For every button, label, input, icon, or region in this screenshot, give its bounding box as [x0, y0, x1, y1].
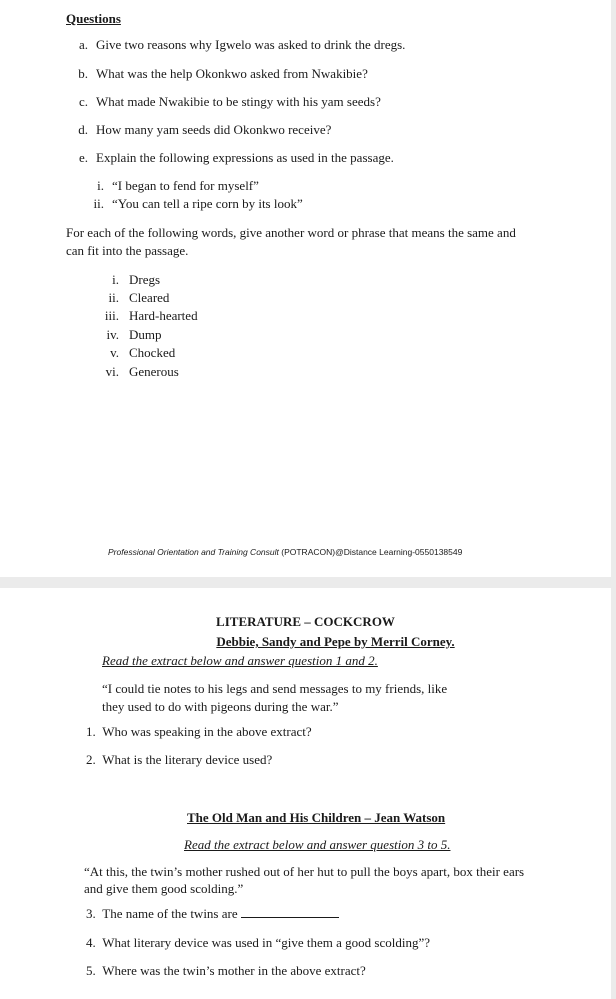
question-d: d. How many yam seeds did Okonkwo receive?	[78, 122, 332, 137]
section-title: LITERATURE – COCKCROW	[216, 614, 395, 629]
word-item: ii. Cleared	[108, 290, 170, 305]
extract1-line-2: they used to do with pigeons during the war.”	[102, 699, 339, 714]
word-item: iv. Dump	[106, 327, 162, 342]
word-item: vi. Generous	[105, 364, 179, 379]
answer-blank	[241, 907, 339, 918]
word-item: v. Chocked	[110, 345, 176, 360]
extract2-line-1: “At this, the twin’s mother rushed out of her hut to pull the boys apart, box their ears	[84, 864, 525, 879]
questions-heading: Questions	[66, 11, 121, 26]
question-5: 5. Where was the twin’s mother in the above extract?	[86, 963, 366, 978]
extract2-line-2: and give them good scolding.”	[84, 881, 244, 896]
question-c: c. What made Nwakibie to be stingy with his yam seeds?	[78, 94, 381, 109]
question-e: e. Explain the following expressions as used in the passage.	[78, 150, 394, 165]
page-two	[0, 588, 611, 999]
word-item: i. Dregs	[112, 272, 161, 287]
question-b: b. What was the help Okonkwo asked from Nwakibie?	[78, 66, 368, 81]
question-3: 3. The name of the twins are	[86, 906, 339, 921]
question-1: 1. Who was speaking in the above extract?	[86, 724, 312, 739]
story1-instruction: Read the extract below and answer question 1 and 2.	[102, 653, 378, 668]
story2-instruction: Read the extract below and answer question 3 to 5.	[184, 837, 451, 852]
word-item: iii. Hard-hearted	[104, 308, 198, 323]
story2-title: The Old Man and His Children – Jean Watson	[187, 810, 446, 825]
expression-ii: ii. “You can tell a ripe corn by its look”	[93, 196, 303, 211]
extract1-line-1: “I could tie notes to his legs and send messages to my friends, like	[102, 681, 448, 696]
question-a: a. Give two reasons why Igwelo was asked to drink the dregs.	[78, 37, 406, 52]
question-4: 4. What literary device was used in “give them a good scolding”?	[86, 935, 431, 950]
instruction-line-1: For each of the following words, give another word or phrase that means the same and	[66, 225, 516, 240]
question-2: 2. What is the literary device used?	[86, 752, 273, 767]
expression-i: i. “I began to fend for myself”	[97, 178, 259, 193]
story1-title: Debbie, Sandy and Pepe by Merril Corney.	[216, 634, 455, 649]
page-footer: Professional Orientation and Training Consult (POTRACON)@Distance Learning-0550138549	[108, 547, 463, 557]
instruction-line-2: can fit into the passage.	[66, 243, 189, 258]
